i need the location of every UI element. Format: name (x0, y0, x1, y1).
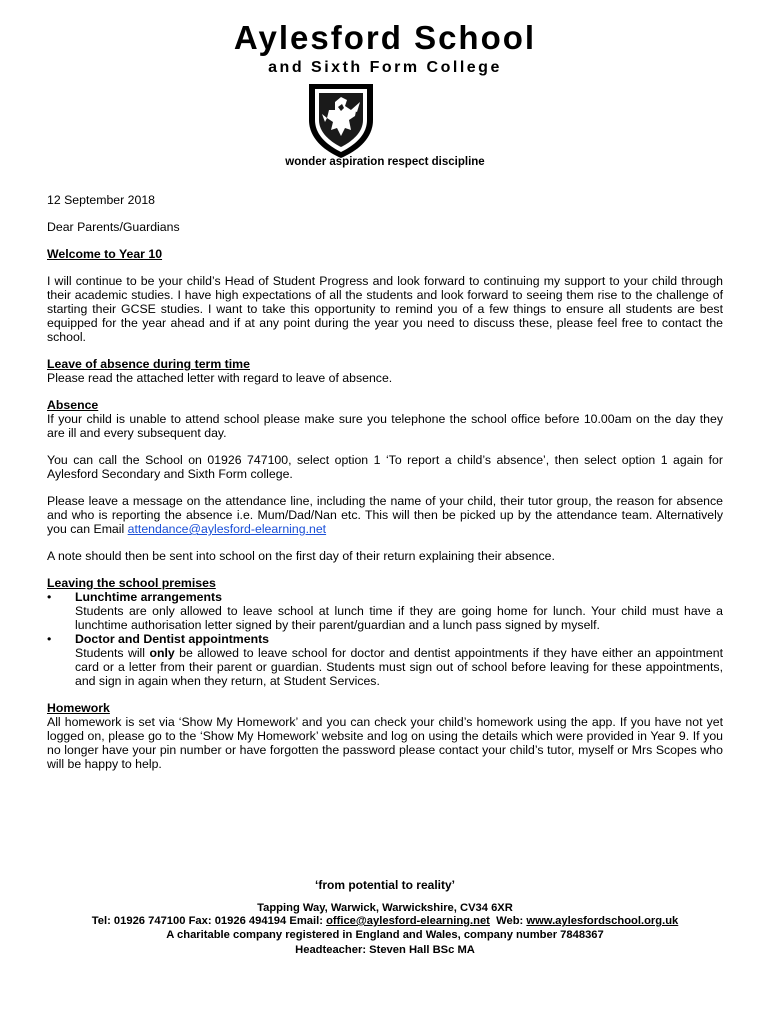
fax-label: Fax: (188, 915, 212, 927)
school-subtitle: and Sixth Form College (268, 59, 502, 76)
lunchtime-text: Students are only allowed to leave school at lunch time if they are going home for lunch. Your child must have a lunchtime authorisation letter signed by their parent/guardian and a lunch pass signed by myself. (75, 604, 723, 632)
homework-paragraph: All homework is set via ‘Show My Homework’ and you can check your child’s homework using the app. If you have not yet logged on, please go to the ‘Show My Homework’ website and log on using the details which were provided in Year 9. If you no longer have your pin number or have forgotten the password please contact your child’s tutor, myself or Mrs Scopes who will be happy to help. (47, 715, 723, 771)
premises-heading: Leaving the school premises (47, 576, 216, 590)
tel-label: Tel: (91, 915, 111, 927)
leave-paragraph: Please read the attached letter with regard to leave of absence. (47, 371, 393, 385)
office-email-link[interactable]: office@aylesford-elearning.net (326, 915, 490, 927)
griffin-crest-icon (305, 80, 377, 160)
tel-number: 01926 747100 (113, 915, 186, 927)
salutation: Dear Parents/Guardians (47, 220, 180, 234)
attendance-email-link[interactable]: attendance@aylesford-elearning.net (127, 522, 327, 536)
footer-charity: A charitable company registered in England and Wales, company number 7848367 (166, 929, 604, 941)
fax-number: 01926 494194 (214, 915, 287, 927)
absence-paragraph-4: A note should then be sent into school on the first day of their return explaining their absence. (47, 549, 555, 563)
list-item-appointments (47, 632, 723, 688)
web-label: Web: (496, 915, 524, 927)
homework-heading: Homework (47, 701, 110, 715)
absence-paragraph-3-text: Please leave a message on the attendance line, including the name of your child, their tutor group, the reason for absence and who is reporting the absence i.e. Mum/Dad/Nan etc. This will then be picked up by the attendance team. Alternatively you can Email (47, 494, 723, 536)
list-item-lunchtime (47, 590, 723, 632)
absence-paragraph-3 (47, 494, 723, 536)
appointments-title: Doctor and Dentist appointments (75, 632, 270, 646)
website-link[interactable]: www.aylesfordschool.org.uk (526, 915, 679, 927)
footer-headteacher: Headteacher: Steven Hall BSc MA (295, 944, 475, 956)
footer-contacts (0, 914, 770, 928)
welcome-heading: Welcome to Year 10 (47, 247, 163, 261)
school-name: Aylesford School (233, 19, 537, 56)
footer-tagline: ‘from potential to reality’ (314, 878, 455, 892)
appointments-text (75, 646, 723, 688)
letter-body (47, 193, 723, 771)
intro-paragraph: I will continue to be your child’s Head of Student Progress and look forward to continuing my support to your child through their academic studies. I have high expectations of all the students and look forward to seeing them rise to the challenge of starting their GCSE studies. I want to take this opportunity to remind you of a few things to ensure all students are best equipped for the year ahead and if at any point during the year you need to discuss these, please feel free to contact the school. (47, 274, 723, 344)
absence-paragraph-1: If your child is unable to attend school please make sure you telephone the school office before 10.00am on the day they are ill and every subsequent day. (47, 412, 723, 440)
bullet-icon: • (47, 632, 52, 646)
email-label: Email: (289, 915, 323, 927)
appointments-text-before: Students will (75, 646, 146, 660)
footer-address: Tapping Way, Warwick, Warwickshire, CV34 6XR (257, 902, 513, 914)
lunchtime-title: Lunchtime arrangements (75, 590, 222, 604)
absence-heading: Absence (47, 398, 99, 412)
letter-date: 12 September 2018 (47, 193, 156, 207)
absence-paragraph-2: You can call the School on 01926 747100, select option 1 ‘To report a child’s absence’, then select option 1 again for Aylesford Secondary and Sixth Form college. (47, 453, 723, 481)
bullet-icon: • (47, 590, 52, 604)
appointments-text-bold: only (149, 646, 175, 660)
school-motto: wonder aspiration respect discipline (285, 156, 485, 168)
leave-heading: Leave of absence during term time (47, 357, 250, 371)
appointments-text-after: be allowed to leave school for doctor and dentist appointments if they have either an appointment card or a letter from their parent or guardian. Students must sign out of school before leaving for these appointments, and sign in again when they return, at Student Services. (75, 646, 723, 688)
